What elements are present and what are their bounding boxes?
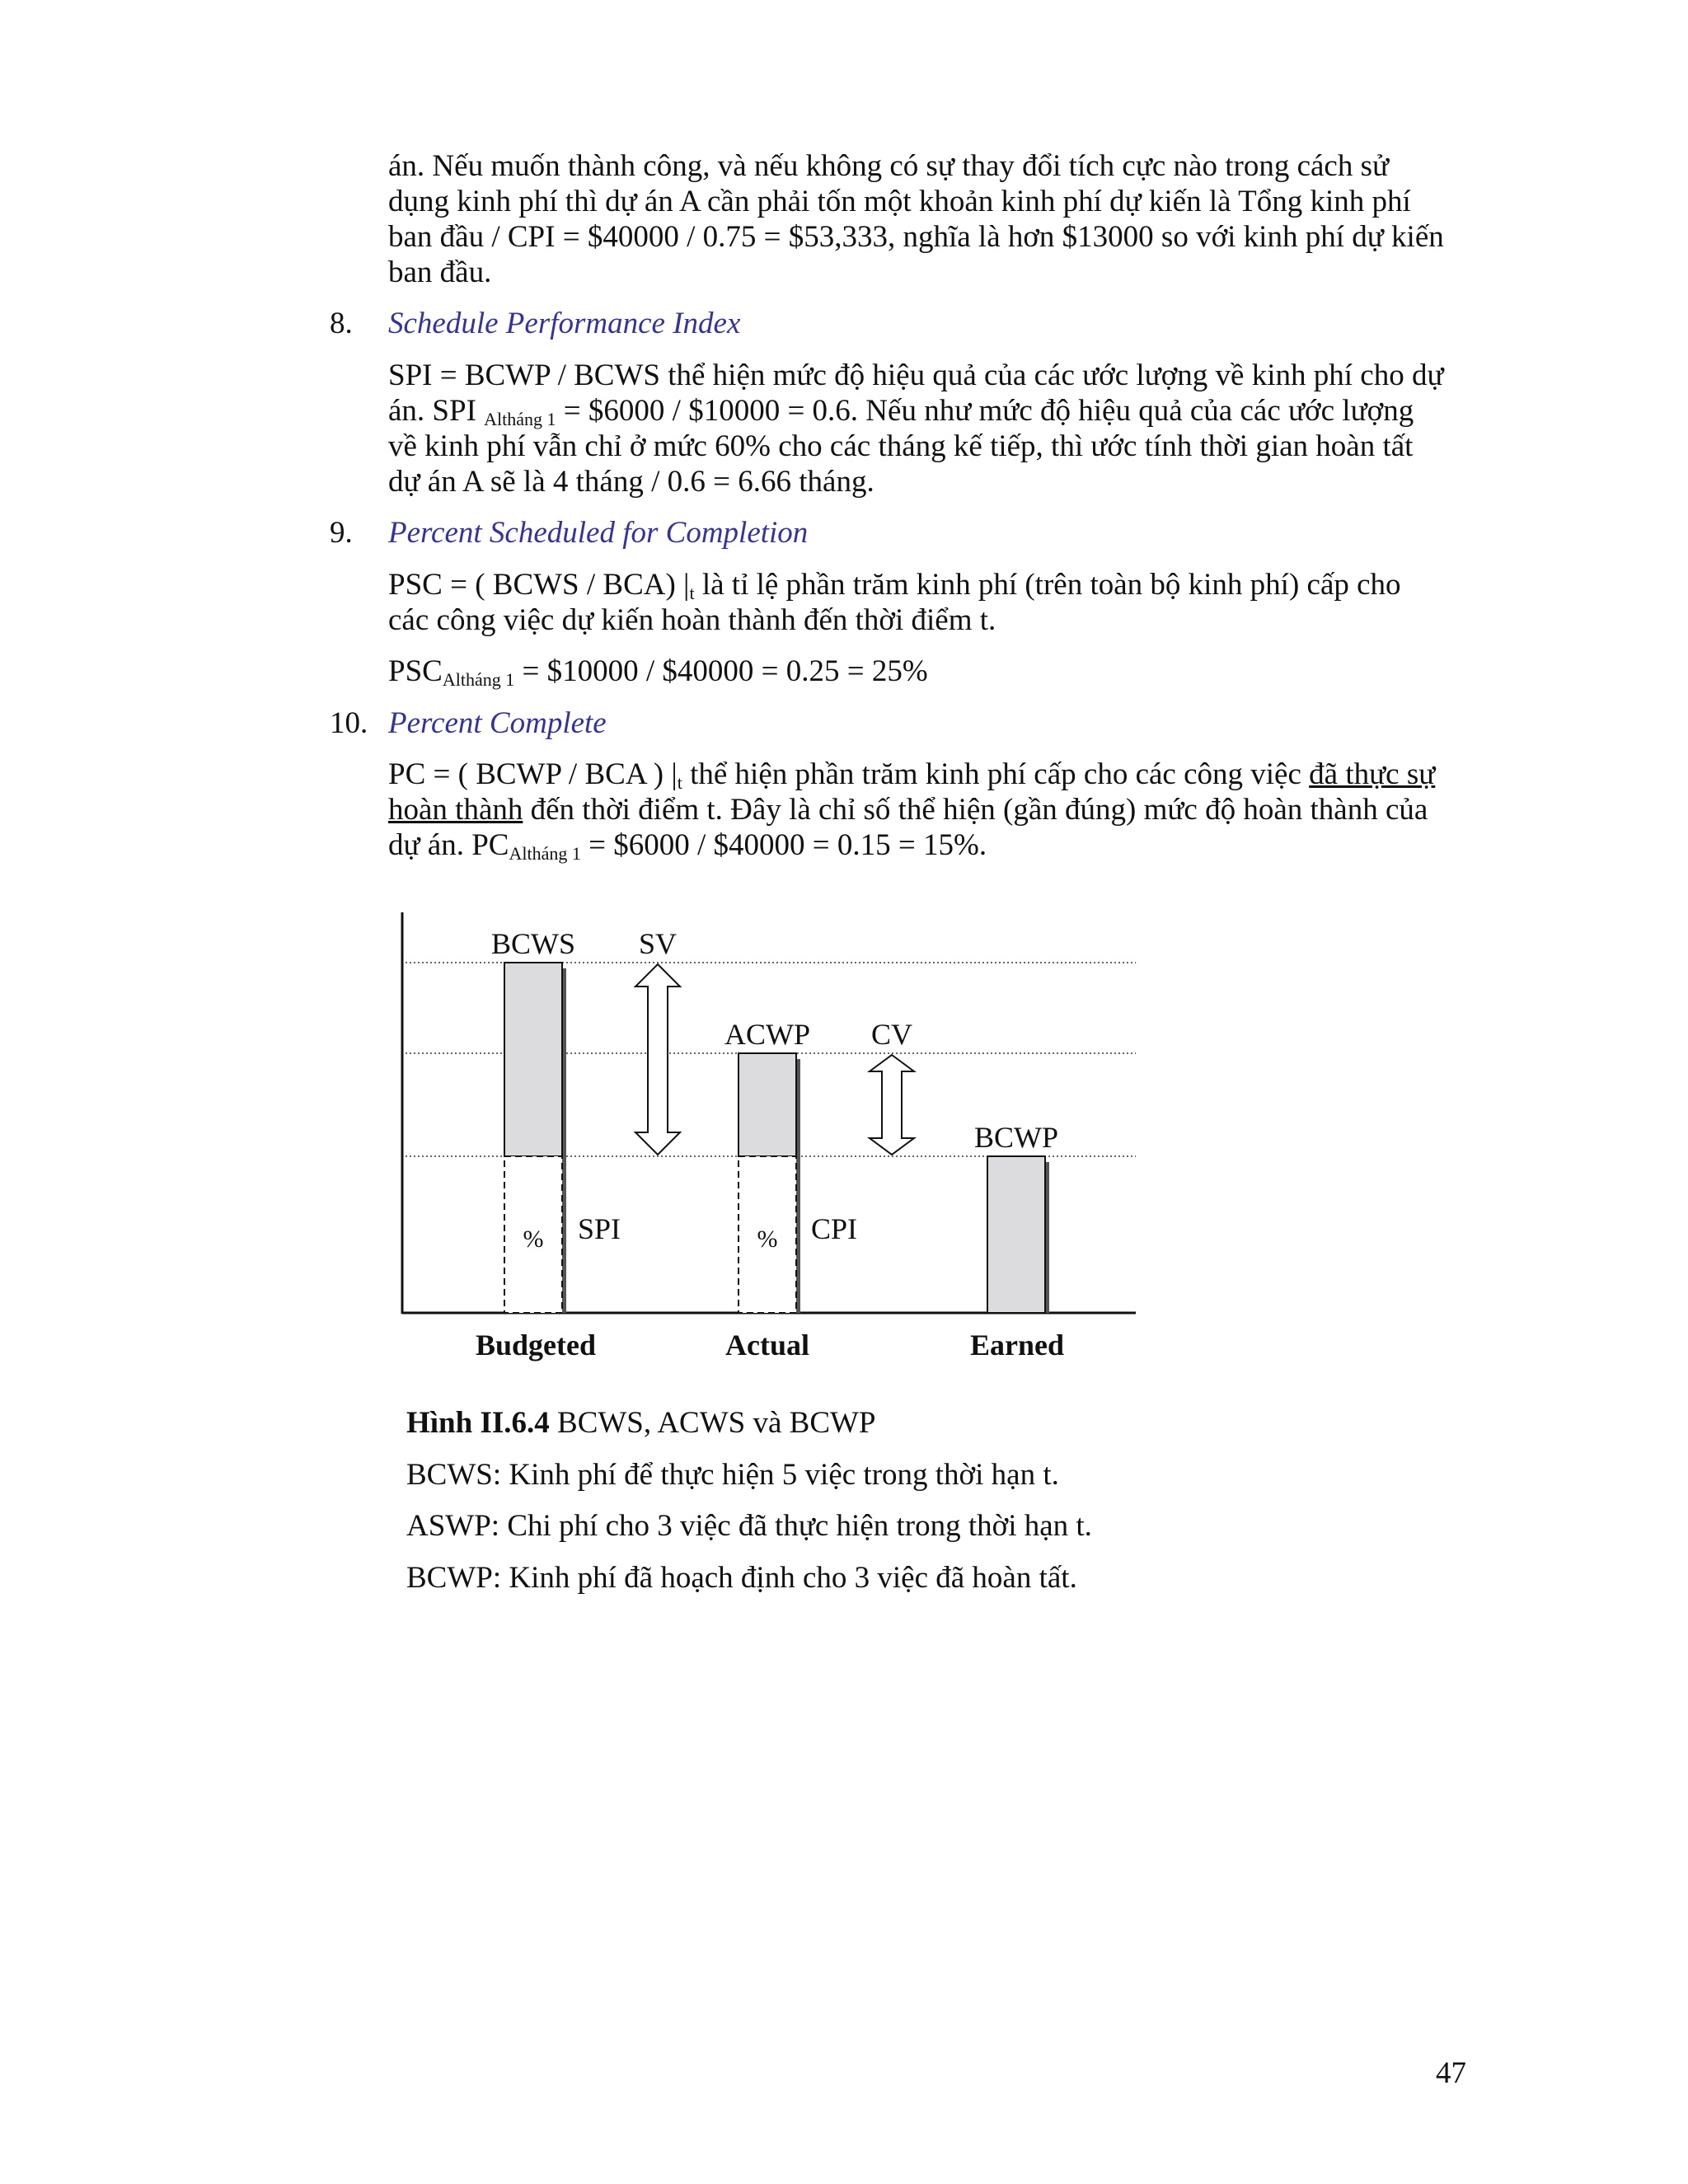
subscript: Altháng 1 — [484, 409, 556, 429]
label-sv: SV — [638, 927, 678, 960]
item10-number: 10. — [330, 706, 368, 740]
category-actual: Actual — [725, 1329, 809, 1361]
intro-line-4: ban đầu. — [388, 255, 492, 289]
percent-mark-actual: % — [757, 1226, 778, 1253]
caption-line-2: ASWP: Chi phí cho 3 việc đã thực hiện trong thời hạn t. — [406, 1509, 1092, 1543]
text-run: án. SPI — [388, 394, 485, 428]
subscript: Altháng 1 — [509, 843, 581, 864]
text-run: = $6000 / $40000 = 0.15 = 15%. — [580, 828, 987, 862]
text-run: PC = ( BCWP / BCA ) | — [388, 757, 678, 791]
intro-line-3: ban đầu / CPI = $40000 / 0.75 = $53,333, nghĩa là hơn $13000 so với kinh phí dự kiến — [388, 220, 1444, 254]
label-spi: SPI — [578, 1212, 621, 1245]
label-cv: CV — [870, 1018, 913, 1051]
item9-line-2: các công việc dự kiến hoàn thành đến thời điểm t. — [388, 603, 996, 637]
item9-number: 9. — [330, 516, 353, 550]
item8-line-2 — [388, 393, 1468, 429]
percent-mark-budgeted: % — [523, 1226, 544, 1253]
label-acwp: ACWP — [724, 1018, 811, 1051]
text-run: PSC = ( BCWS / BCA) | — [388, 568, 690, 602]
caption-title: BCWS, ACWS và BCWP — [549, 1406, 876, 1440]
text-run: đến thời điểm t. Đây là chỉ số thể hiện (gần đúng) mức độ hoàn thành của — [523, 793, 1428, 827]
bar-acwp — [738, 1053, 796, 1156]
subscript: t — [689, 583, 695, 603]
item9-line-1 — [388, 567, 1468, 602]
item8-line-3: về kinh phí vẫn chỉ ở mức 60% cho các tháng kế tiếp, thì ước tính thời gian hoàn tất — [388, 429, 1414, 463]
item10-line-1 — [388, 757, 1468, 792]
caption-line-3: BCWP: Kinh phí đã hoạch định cho 3 việc đã hoàn tất. — [406, 1561, 1077, 1595]
item10-heading: Percent Complete — [388, 706, 607, 740]
label-bcwp: BCWP — [973, 1121, 1059, 1154]
sv-double-arrow-icon — [635, 964, 680, 1155]
category-earned: Earned — [969, 1329, 1065, 1361]
text-run: = $10000 / $40000 = 0.25 = 25% — [514, 654, 928, 688]
caption-line-1: BCWS: Kinh phí để thực hiện 5 việc trong thời hạn t. — [406, 1458, 1059, 1492]
item10-line-3 — [388, 827, 1468, 863]
item10-line-2 — [388, 792, 1468, 827]
caption-label: Hình II.6.4 — [406, 1406, 550, 1440]
page-number: 47 — [1436, 2056, 1466, 2090]
text-run: = $6000 / $10000 = 0.6. Nếu như mức độ hiệu quả của các ước lượng — [556, 394, 1414, 428]
bcws-acwp-bcwp-chart — [387, 902, 1146, 1372]
underlined-text: đã thực sự — [1309, 757, 1436, 791]
label-cpi: CPI — [811, 1212, 858, 1245]
label-bcws: BCWS — [490, 927, 576, 960]
intro-line-1: án. Nếu muốn thành công, và nếu không có sự thay đổi tích cực nào trong cách sử — [388, 149, 1390, 183]
figure-caption — [406, 1405, 876, 1441]
item8-line-1: SPI = BCWP / BCWS thể hiện mức độ hiệu quả của các ước lượng về kinh phí cho dự — [388, 359, 1444, 392]
bar-bcws — [504, 963, 562, 1156]
text-run: thể hiện phần trăm kinh phí cấp cho các công việc — [682, 757, 1310, 791]
intro-line-2: dụng kinh phí thì dự án A cần phải tốn một khoản kinh phí dự kiến là Tổng kinh phí — [388, 185, 1411, 218]
text-run: là tỉ lệ phần trăm kinh phí (trên toàn bộ kinh phí) cấp cho — [694, 568, 1401, 602]
category-budgeted: Budgeted — [475, 1329, 597, 1361]
item8-line-4: dự án A sẽ là 4 tháng / 0.6 = 6.66 tháng. — [388, 465, 874, 499]
item9-formula — [388, 654, 1468, 689]
subscript: t — [677, 772, 682, 793]
underlined-text: hoàn thành — [388, 793, 523, 827]
item8-number: 8. — [330, 307, 353, 340]
text-run: dự án. PC — [388, 828, 509, 862]
item8-heading: Schedule Performance Index — [388, 307, 741, 340]
bar-bcwp — [987, 1156, 1045, 1313]
cv-double-arrow-icon — [870, 1055, 914, 1155]
subscript: Altháng 1 — [442, 669, 515, 690]
item9-heading: Percent Scheduled for Completion — [388, 516, 809, 550]
text-run: PSC — [388, 654, 443, 688]
